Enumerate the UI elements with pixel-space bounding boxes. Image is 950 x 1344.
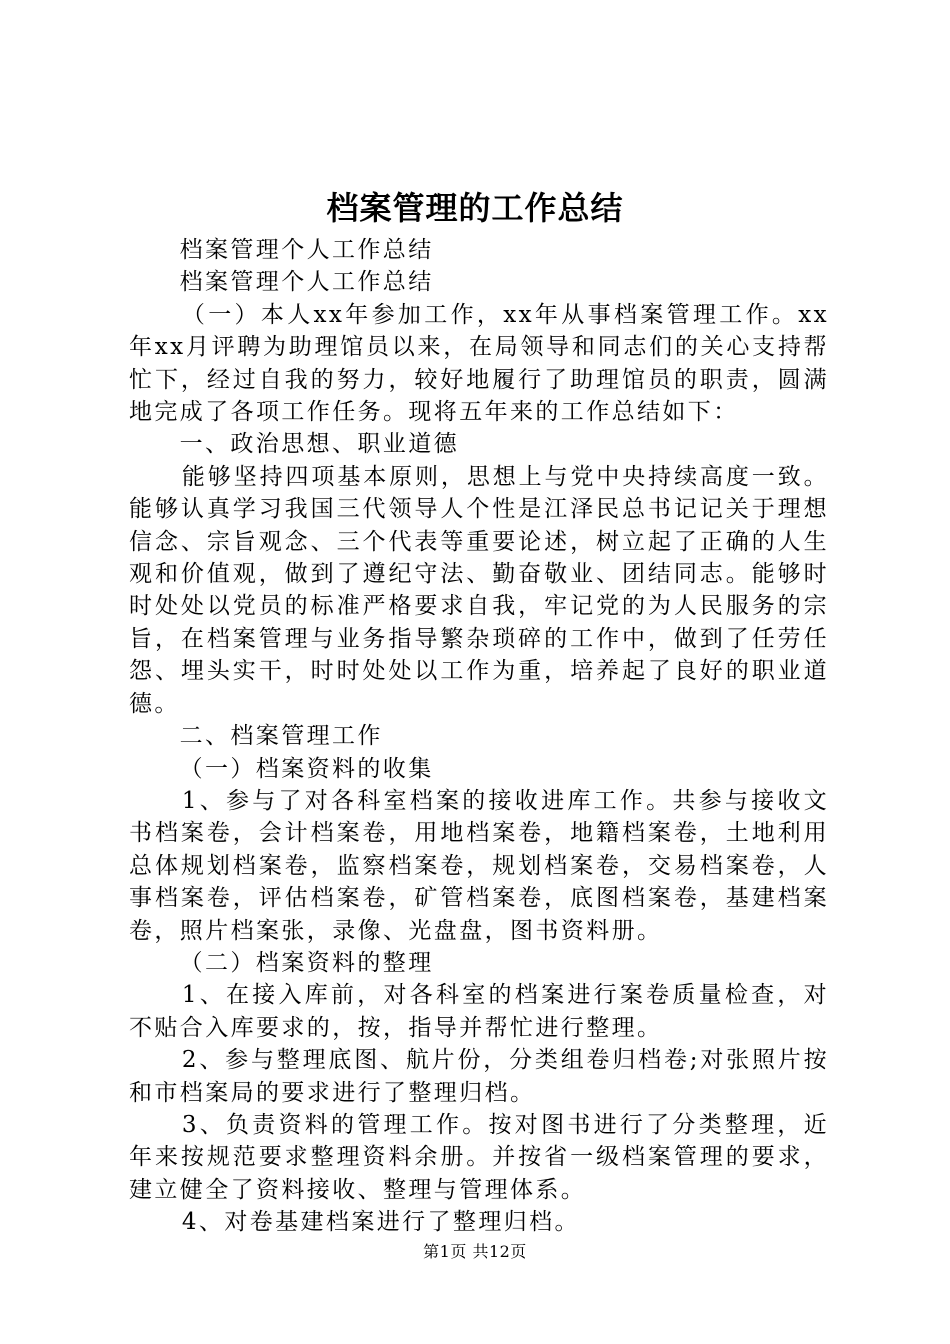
paragraph-organizing-4: 4、对卷基建档案进行了整理归档。 [181,1209,580,1236]
subsection-heading-organizing: （二）档案资料的整理 [179,949,434,976]
paragraph-organizing-3: 3、负责资料的管理工作。按对图书进行了分类整理，近年来按规范要求整理资料余册。并按省一级档案管理的要求，建立健全了资料接收、整理与管理体系。 [129,1111,829,1203]
paragraph-organizing-1: 1、在接入库前，对各科室的档案进行案卷质量检查，对不贴合入库要求的，按，指导并帮忙进行整理。 [129,982,829,1041]
paragraph-subtitle-1: 档案管理个人工作总结 [179,237,434,263]
paragraph-organizing-2: 2、参与整理底图、航片份，分类组卷归档卷;对张照片按和市档案局的要求进行了整理归档。 [129,1047,829,1106]
page-number-footer: 第1页 共12页 [423,1242,527,1261]
paragraph-intro: （一）本人xx年参加工作，xx年从事档案管理工作。xx年xx月评聘为助理馆员以来，在局领导和同志们的关心支持帮忙下，经过自我的努力，较好地履行了助理馆员的职责，圆满地完成了各项工作任务。现将五年来的工作总结如下： [129,301,829,426]
document-body [129,234,829,1239]
paragraph-collection-1: 1、参与了对各科室档案的接收进库工作。共参与接收文书档案卷，会计档案卷，用地档案卷，地籍档案卷，土地利用总体规划档案卷，监察档案卷，规划档案卷，交易档案卷，人事档案卷，评估档案卷，矿管档案卷，底图档案卷，基建档案卷，照片档案张，录像、光盘盘，图书资料册。 [129,787,829,944]
paragraph-political: 能够坚持四项基本原则，思想上与党中央持续高度一致。能够认真学习我国三代领导人个性是江泽民总书记记关于理想信念、宗旨观念、三个代表等重要论述，树立起了正确的人生观和价值观，做到了遵纪守法、勤奋敬业、团结同志。能够时时处处以党员的标准严格要求自我，牢记党的为人民服务的宗旨，在档案管理与业务指导繁杂琐碎的工作中，做到了任劳任怨、埋头实干，时时处处以工作为重，培养起了良好的职业道德。 [129,463,829,717]
paragraph-subtitle-2: 档案管理个人工作总结 [179,269,434,296]
subsection-heading-collection: （一）档案资料的收集 [179,755,434,782]
document-title: 档案管理的工作总结 [326,189,624,227]
section-heading-archive-work: 二、档案管理工作 [179,723,383,750]
section-heading-political: 一、政治思想、职业道德 [179,431,459,458]
